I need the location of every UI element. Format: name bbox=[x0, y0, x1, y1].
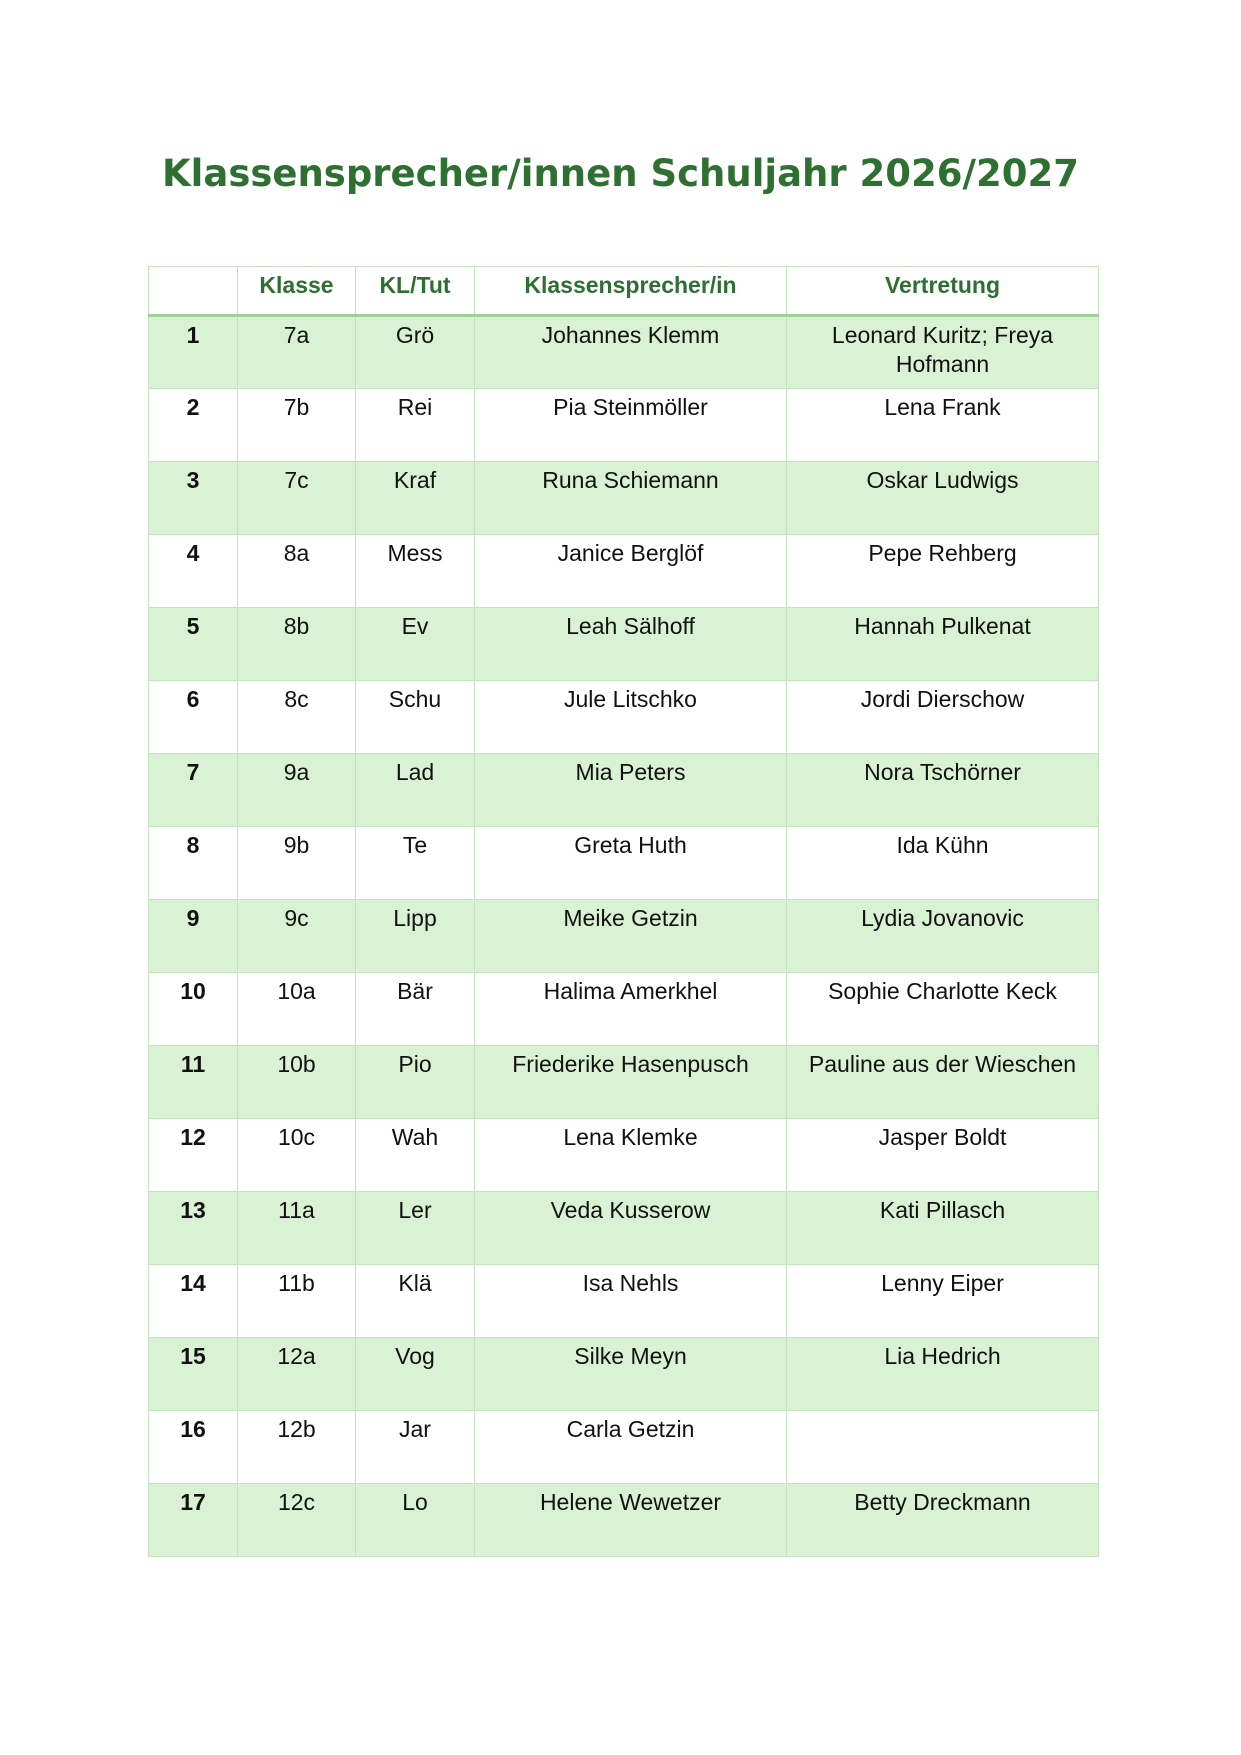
cell-kl-tut: Jar bbox=[356, 1411, 475, 1484]
cell-vertretung: Leonard Kuritz; Freya Hofmann bbox=[787, 316, 1099, 389]
cell-kl-tut: Kraf bbox=[356, 462, 475, 535]
cell-kl-tut: Rei bbox=[356, 389, 475, 462]
page-title: Klassensprecher/innen Schuljahr 2026/2027 bbox=[162, 152, 1079, 195]
table-row bbox=[149, 1192, 1099, 1265]
cell-klasse: 9c bbox=[238, 900, 356, 973]
cell-vertretung: Lena Frank bbox=[787, 389, 1099, 462]
cell-klassensprecher: Friederike Hasenpusch bbox=[475, 1046, 787, 1119]
cell-kl-tut: Lipp bbox=[356, 900, 475, 973]
cell-vertretung: Nora Tschörner bbox=[787, 754, 1099, 827]
cell-kl-tut: Wah bbox=[356, 1119, 475, 1192]
cell-klasse: 7b bbox=[238, 389, 356, 462]
table-row bbox=[149, 827, 1099, 900]
cell-klasse: 7a bbox=[238, 316, 356, 389]
table-row bbox=[149, 754, 1099, 827]
cell-klassensprecher: Runa Schiemann bbox=[475, 462, 787, 535]
table-row bbox=[149, 1484, 1099, 1557]
cell-kl-tut: Ev bbox=[356, 608, 475, 681]
cell-nr: 11 bbox=[149, 1046, 238, 1119]
cell-nr: 1 bbox=[149, 316, 238, 389]
cell-kl-tut: Vog bbox=[356, 1338, 475, 1411]
table-row bbox=[149, 973, 1099, 1046]
table-body bbox=[149, 316, 1099, 1557]
cell-klasse: 10c bbox=[238, 1119, 356, 1192]
table-row bbox=[149, 681, 1099, 754]
cell-vertretung: Pauline aus der Wieschen bbox=[787, 1046, 1099, 1119]
table-row bbox=[149, 1119, 1099, 1192]
cell-kl-tut: Lo bbox=[356, 1484, 475, 1557]
table-row bbox=[149, 535, 1099, 608]
cell-nr: 16 bbox=[149, 1411, 238, 1484]
cell-klassensprecher: Greta Huth bbox=[475, 827, 787, 900]
cell-vertretung: Sophie Charlotte Keck bbox=[787, 973, 1099, 1046]
cell-klassensprecher: Isa Nehls bbox=[475, 1265, 787, 1338]
cell-klasse: 10b bbox=[238, 1046, 356, 1119]
cell-kl-tut: Bär bbox=[356, 973, 475, 1046]
cell-nr: 13 bbox=[149, 1192, 238, 1265]
cell-nr: 17 bbox=[149, 1484, 238, 1557]
cell-klasse: 12a bbox=[238, 1338, 356, 1411]
cell-vertretung: Lenny Eiper bbox=[787, 1265, 1099, 1338]
class-representatives-table bbox=[148, 266, 1099, 1557]
table-row bbox=[149, 389, 1099, 462]
cell-kl-tut: Klä bbox=[356, 1265, 475, 1338]
cell-vertretung: Lydia Jovanovic bbox=[787, 900, 1099, 973]
cell-nr: 9 bbox=[149, 900, 238, 973]
cell-vertretung: Jasper Boldt bbox=[787, 1119, 1099, 1192]
cell-klassensprecher: Johannes Klemm bbox=[475, 316, 787, 389]
cell-vertretung: Kati Pillasch bbox=[787, 1192, 1099, 1265]
cell-kl-tut: Te bbox=[356, 827, 475, 900]
cell-nr: 15 bbox=[149, 1338, 238, 1411]
cell-klasse: 9a bbox=[238, 754, 356, 827]
cell-nr: 14 bbox=[149, 1265, 238, 1338]
header-klassensprecher: Klassensprecher/in bbox=[475, 267, 787, 316]
cell-klasse: 8c bbox=[238, 681, 356, 754]
cell-klassensprecher: Mia Peters bbox=[475, 754, 787, 827]
table-row bbox=[149, 1411, 1099, 1484]
cell-klassensprecher: Meike Getzin bbox=[475, 900, 787, 973]
cell-klassensprecher: Leah Sälhoff bbox=[475, 608, 787, 681]
cell-vertretung: Pepe Rehberg bbox=[787, 535, 1099, 608]
table-row bbox=[149, 1265, 1099, 1338]
cell-klasse: 11a bbox=[238, 1192, 356, 1265]
cell-klasse: 7c bbox=[238, 462, 356, 535]
cell-nr: 6 bbox=[149, 681, 238, 754]
table-row bbox=[149, 316, 1099, 389]
cell-klasse: 8b bbox=[238, 608, 356, 681]
table-row bbox=[149, 1338, 1099, 1411]
cell-vertretung: Oskar Ludwigs bbox=[787, 462, 1099, 535]
cell-klasse: 12b bbox=[238, 1411, 356, 1484]
header-vertretung: Vertretung bbox=[787, 267, 1099, 316]
cell-kl-tut: Pio bbox=[356, 1046, 475, 1119]
cell-kl-tut: Ler bbox=[356, 1192, 475, 1265]
table-row bbox=[149, 900, 1099, 973]
cell-nr: 12 bbox=[149, 1119, 238, 1192]
cell-nr: 10 bbox=[149, 973, 238, 1046]
cell-kl-tut: Lad bbox=[356, 754, 475, 827]
cell-klassensprecher: Carla Getzin bbox=[475, 1411, 787, 1484]
cell-klassensprecher: Helene Wewetzer bbox=[475, 1484, 787, 1557]
table-header-row bbox=[149, 267, 1099, 316]
cell-klasse: 8a bbox=[238, 535, 356, 608]
cell-klassensprecher: Jule Litschko bbox=[475, 681, 787, 754]
cell-klassensprecher: Veda Kusserow bbox=[475, 1192, 787, 1265]
cell-vertretung: Betty Dreckmann bbox=[787, 1484, 1099, 1557]
cell-vertretung: Jordi Dierschow bbox=[787, 681, 1099, 754]
header-klasse: Klasse bbox=[238, 267, 356, 316]
table-row bbox=[149, 1046, 1099, 1119]
cell-nr: 4 bbox=[149, 535, 238, 608]
cell-nr: 8 bbox=[149, 827, 238, 900]
cell-nr: 7 bbox=[149, 754, 238, 827]
cell-nr: 3 bbox=[149, 462, 238, 535]
cell-nr: 5 bbox=[149, 608, 238, 681]
header-kl-tut: KL/Tut bbox=[356, 267, 475, 316]
cell-kl-tut: Mess bbox=[356, 535, 475, 608]
cell-vertretung: Ida Kühn bbox=[787, 827, 1099, 900]
cell-klasse: 10a bbox=[238, 973, 356, 1046]
cell-klasse: 9b bbox=[238, 827, 356, 900]
cell-vertretung bbox=[787, 1411, 1099, 1484]
table-row bbox=[149, 462, 1099, 535]
header-nr bbox=[149, 267, 238, 316]
cell-klassensprecher: Janice Berglöf bbox=[475, 535, 787, 608]
cell-kl-tut: Schu bbox=[356, 681, 475, 754]
cell-vertretung: Hannah Pulkenat bbox=[787, 608, 1099, 681]
table-row bbox=[149, 608, 1099, 681]
cell-klassensprecher: Halima Amerkhel bbox=[475, 973, 787, 1046]
cell-klassensprecher: Pia Steinmöller bbox=[475, 389, 787, 462]
cell-nr: 2 bbox=[149, 389, 238, 462]
cell-kl-tut: Grö bbox=[356, 316, 475, 389]
cell-klassensprecher: Silke Meyn bbox=[475, 1338, 787, 1411]
cell-vertretung: Lia Hedrich bbox=[787, 1338, 1099, 1411]
cell-klassensprecher: Lena Klemke bbox=[475, 1119, 787, 1192]
cell-klasse: 12c bbox=[238, 1484, 356, 1557]
cell-klasse: 11b bbox=[238, 1265, 356, 1338]
